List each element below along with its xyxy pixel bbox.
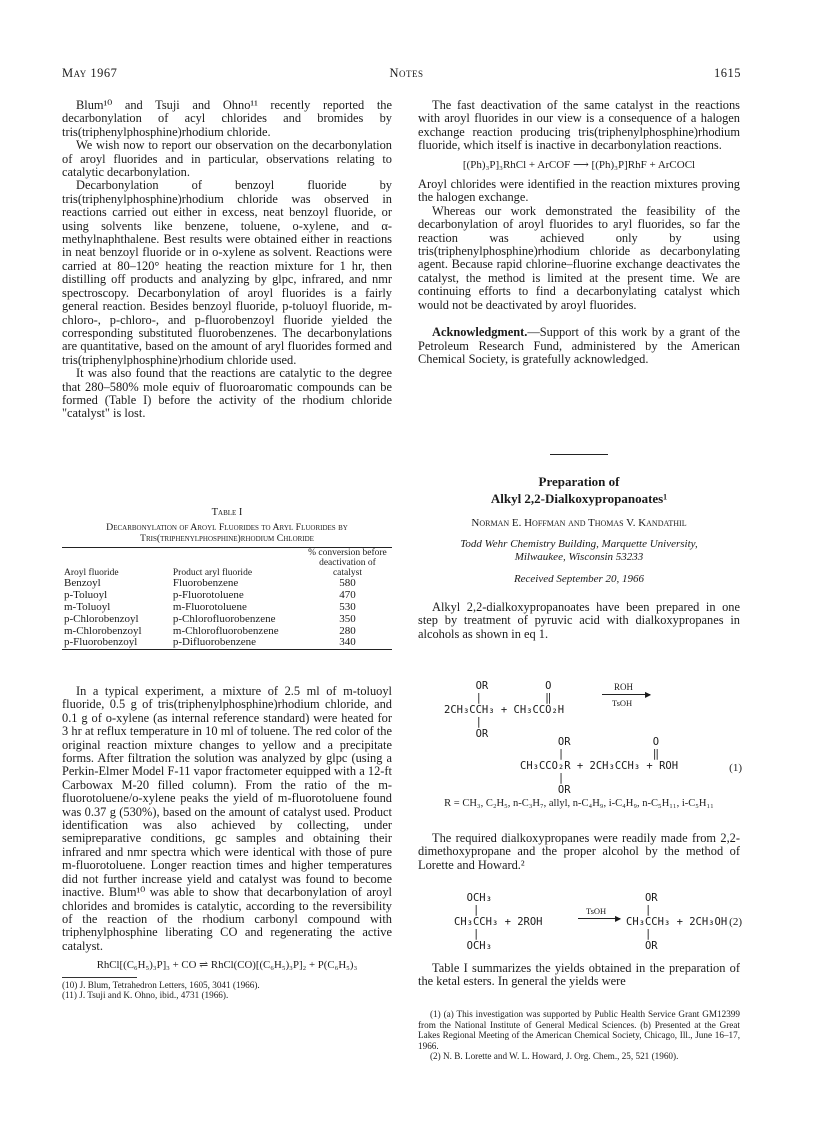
paragraph: In a typical experiment, a mixture of 2.5 ml of m-toluoyl fluoride, 0.5 g of tris(triphenylphosphine)rhodium chloride, and 0.1 g of o-xylene (as internal reference standard) were heated for 3 hr at reflux temperature in 10 ml of toluene. The red color of the original reaction mixture changes to yellow and a precipitate forms. After filtration the solution was analyzed by glpc (using a Perkin-Elmer Model F-11 vapor fractometer equipped with a 12-ft Carbowax M-20 filled column). From the ratio of the m-fluorotoluene/o-xylene peaks the yield of m-fluorotoluene found was 0.37 g (530%), based on the amount of catalyst used. Product identification was also achieved by collecting, under semipreparative conditions, gc samples and obtaining their infrared and nmr spectra which were identical with those of pure m-fluorotoluene. Longer reaction times and higher temperatures did not further increase yield and catalyst was found to become inactive. Blum¹⁰ was able to show that decarbonylation of aroyl chlorides and bromides is catalytic, according to the reversibility of the reaction of the rhodium carbonyl compound with triphenylphosphine liberating CO and regenerating the active catalyst. [62,684,392,953]
table-cell: m-Toluoyl [64,601,111,613]
left-column-bottom [62,685,392,1001]
paragraph: The required dialkoxypropanes were readily made from 2,2-dimethoxypropane and the proper alcohol by the method of Lorette and Howard.² [418,831,740,872]
article-title-line1: Preparation of [538,474,620,489]
table-row [62,614,392,626]
table-1 [62,506,392,650]
eq1-arrow [602,694,650,695]
rhodium-equilibrium-equation: RhCl[(C₆H₅)₃P]₃ + CO ⇌ RhCl(CO)[(C₆H₅)₃P]₂ + P(C₆H₅)₃ [96,959,358,972]
footnote-10: (10) J. Blum, Tetrahedron Letters, 1605, 3041 (1966). [62,979,260,990]
paragraph: We wish now to report our observation on the decarbonylation of aroyl fluorides and in particular, observations relating to catalytic decarbonylation. [62,138,392,180]
footnote-2: (2) N. B. Lorette and W. L. Howard, J. Org. Chem., 25, 521 (1960). [430,1051,679,1062]
received-date: Received September 20, 1966 [513,573,645,586]
paragraph: Alkyl 2,2-dialkoxypropanoates have been prepared in one step by treatment of pyruvic acid with dialkoxypropanes in alcohols as shown in eq 1. [418,599,740,641]
eq2-reagent: TsOH [586,906,607,916]
eq1-products: OR O | ‖ CH₃CCO₂R + 2CH₃CCH₃ + ROH | OR [520,736,679,796]
acknowledgment-heading: Acknowledgment. [432,325,528,340]
eq2-arrow [578,918,620,919]
footnote-11: (11) J. Tsuji and K. Ohno, ibid., 4731 (1966). [62,990,229,1001]
authors: Norman E. Hoffman and Thomas V. Kandathil [471,517,687,529]
paragraph: Aroyl chlorides were identified in the reaction mixtures proving the halogen exchange. [418,177,740,205]
equation-1 [428,680,748,795]
table-cell: 350 [339,612,356,625]
affiliation-line2: Milwaukee, Wisconsin 53233 [514,550,644,563]
paragraph: Whereas our work demonstrated the feasibility of the decarbonylation of aroyl fluorides to aryl fluorides, so far the reaction was achieved only by using tris(triphenylphosphine)rhodium chloride as decarbonylating agent. Because rapid chlorine–fluorine exchange deactivates the catalyst, the method is limited at the present time. We are continuing efforts to find a decarbonylating catalyst which would not be deactivated by aroyl fluorides. [418,203,740,312]
eq2-reactant: OCH₃ | CH₃CCH₃ + 2ROH | OCH₃ [454,892,543,952]
running-header-section: Notes [389,66,424,80]
equation-2 [428,892,748,952]
right-column-mid [418,832,740,872]
right-column-top [418,99,740,366]
running-header-date: May 1967 [62,66,118,80]
left-column-top [62,99,392,421]
eq1-number: (1) [729,762,742,774]
article-title-line2: Alkyl 2,2-Dialkoxypropanoates¹ [490,491,668,506]
table-header: % conversion before deactivation of catalyst [308,548,387,579]
table-cell: m-Chlorobenzoyl [64,624,142,637]
right-footnotes [418,1009,740,1062]
article-separator [550,454,608,455]
table-cell: 580 [339,577,356,590]
paragraph: The fast deactivation of the same catalyst in the reactions with aroyl fluorides in our view is a consequence of a halogen exchange reaction producing tris(triphenylphosphine)rhodium fluoride, which itself is inactive in decarbonylation reactions. [418,98,740,153]
acknowledgment [418,326,740,366]
paragraph: Decarbonylation of benzoyl fluoride by tris(triphenylphosphine)rhodium chloride was observed in reactions carried out either in excess, neat benzoyl fluoride, or using solvents like benzene, toluene, o-xylene, and α-methylnaphthalene. Best results were obtained either in reactions in neat benzoyl fluoride or in o-xylene as solvent. Reactions were carried at 80–120° heating the reaction mixture for 1 hr, then distilling off products and analyzing by glpc, infrared, and nmr spectroscopy. Decarbonylation of aroyl fluorides is a fairly general reaction. Besides benzoyl fluoride, p-toluoyl fluoride, m-chloro-, p-chloro-, and p-fluorobenzoyl fluoride yielded the corresponding substituted fluorobenzenes. The decarbonylations are quantitative, based on the amount of aryl fluorides formed and tris(triphenylphosphine)rhodium chloride used. [62,178,392,367]
eq1-reagent-top: ROH [614,682,634,692]
table-caption: Decarbonylation of Aroyl Fluorides to Aryl Fluorides by Tris(triphenylphosphine)rhodium Chloride [106,522,348,545]
table-label: Table I [211,507,243,518]
article-2 [418,473,740,641]
table-cell: p-Fluorotoluene [172,589,244,602]
affiliation-line1: Todd Wehr Chemistry Building, Marquette University, [460,538,698,551]
table-cell: 470 [339,589,356,602]
page-number: 1615 [714,66,741,80]
eq2-product: OR | CH₃CCH₃ + 2CH₃OH | OR [626,892,728,952]
table-cell: p-Chlorofluorobenzene [172,612,276,625]
paragraph: It was also found that the reactions are catalytic to the degree that 280–580% mole equiv of fluoroaromatic compounds can be formed (Table I) before the activity of the rhodium chloride "catalyst" is lost. [62,366,392,421]
table-header: Aroyl fluoride [64,568,119,579]
table-cell: 530 [339,601,356,613]
footnote-divider [62,977,137,978]
right-column-bottom [418,962,740,989]
table-cell: p-Chlorobenzoyl [64,612,139,625]
eq1-r-definition: R = CH₃, C₂H₅, n-C₃H₇, allyl, n-C₄H₉, i-C₄H₉, n-C₅H₁₁, i-C₅H₁₁ [444,798,714,809]
table-header: Product aryl fluoride [172,568,253,579]
eq1-reactants: OR O | ‖ 2CH₃CCH₃ + CH₃CCO₂H | OR [444,680,565,740]
table-row [62,637,392,649]
table-body [62,547,392,650]
table-bottom-rule [62,650,392,651]
table-cell: p-Toluoyl [64,589,108,602]
table-cell: p-Fluorobenzoyl [64,636,138,649]
eq2-arrowhead: ▶ [615,914,622,923]
halogen-exchange-equation: [(Ph)₃P]₃RhCl + ArCOF ⟶ [(Ph)₃P]RhF + ArCOCl [462,158,696,171]
paragraph: Table I summarizes the yields obtained in the preparation of the ketal esters. In general the yields were [418,961,740,989]
eq1-reagent-bottom: TsOH [612,698,633,708]
table-cell: 340 [339,636,356,649]
acknowledgment-body: —Support of this work by a grant of the Petroleum Research Fund, administered by the American Chemical Society, is gratefully acknowledged. [418,325,740,366]
paragraph: Blum¹⁰ and Tsuji and Ohno¹¹ recently reported the decarbonylation of acyl chlorides and bromides by tris(triphenylphosphine)rhodium chloride. [62,98,392,139]
footnote-1: (1) (a) This investigation was supported by Public Health Service Grant GM12399 from the National Institute of General Medical Sciences. (b) Presented at the Great Lakes Regional Meeting of the American Chemical Society, Chicago, Ill., June 16–17, 1966. [418,1009,740,1051]
table-cell: Fluorobenzene [172,577,239,590]
table-cell: 280 [339,624,356,637]
table-cell: p-Difluorobenzene [172,636,256,649]
table-cell: m-Chlorofluorobenzene [172,624,279,637]
table-cell: m-Fluorotoluene [172,601,247,613]
table-cell: Benzoyl [64,577,101,590]
eq2-number: (2) [729,916,742,928]
eq1-arrowhead: ▶ [645,690,652,699]
